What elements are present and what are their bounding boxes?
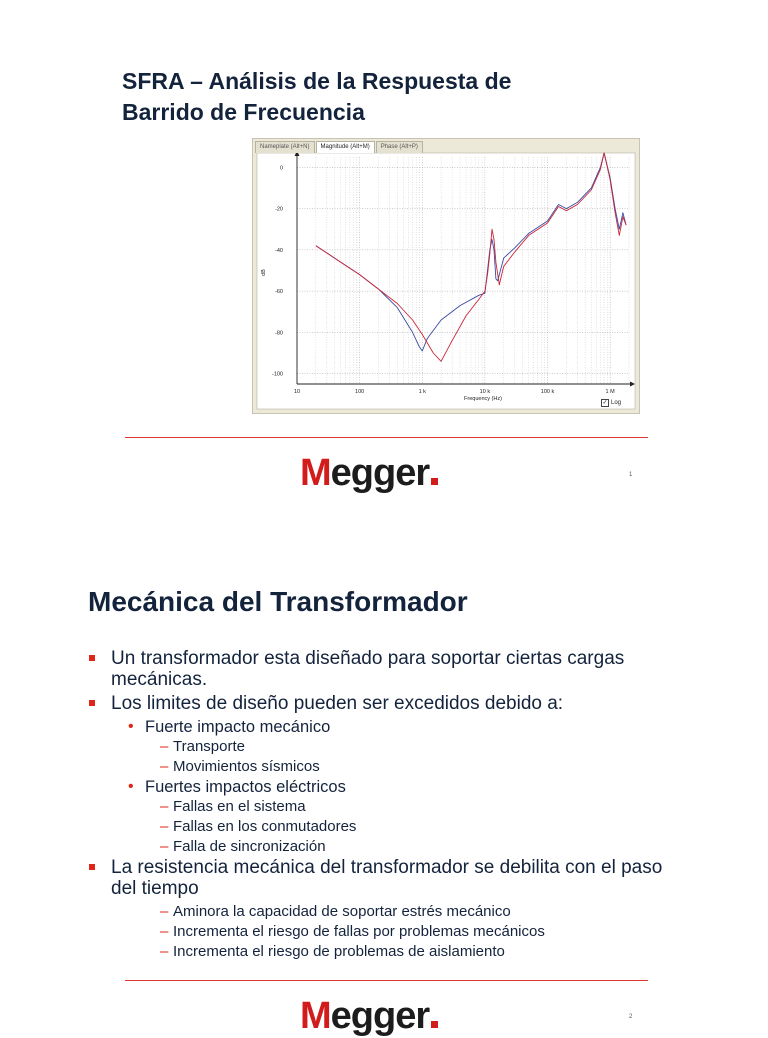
x-axis-label: Frequency (Hz) [464, 396, 502, 402]
logo-letter-m: M [300, 995, 331, 1037]
x-tick-label: 100 [355, 389, 365, 395]
page-number: 2 [629, 1014, 633, 1020]
checkbox-check-icon: ✓ [602, 400, 608, 406]
bullet-square-icon [89, 655, 95, 661]
bullet-dot-icon: • [128, 778, 134, 795]
list-item: Un transformador esta diseñado para soportar ciertas cargas mecánicas. [88, 648, 688, 690]
x-tick-label: 10 [293, 389, 301, 395]
y-tick-label: -60 [275, 289, 283, 296]
x-tick-label: 100 k [540, 389, 555, 395]
list-item: – Aminora la capacidad de soportar estrés mecánico [160, 903, 511, 920]
magnitude-chart [253, 139, 639, 413]
slide-2-title: Mecánica del Transformador [88, 586, 468, 617]
list-item: La resistencia mecánica del transformador se debilita con el paso del tiempo [88, 857, 688, 899]
registered-mark-icon [431, 1021, 438, 1028]
logo-letter-m: M [300, 452, 331, 494]
x-tick-label: 1 M [605, 389, 615, 395]
log-checkbox[interactable] [601, 399, 621, 407]
list-item: • Fuertes impactos eléctricos [128, 778, 346, 796]
tab-phase[interactable]: Phase (Alt+P) [376, 141, 423, 153]
title-line-1: SFRA – Análisis de la Respuesta de [122, 68, 512, 94]
logo-rest: egger [330, 452, 430, 494]
registered-mark-icon [431, 478, 438, 485]
bullet-dash-icon: – [160, 798, 169, 815]
bullet-dash-icon: – [160, 818, 169, 835]
list-item: – Fallas en los conmutadores [160, 818, 357, 835]
y-tick-label: -100 [271, 371, 283, 378]
tab-nameplate[interactable]: Nameplate (Alt+N) [255, 141, 315, 153]
list-item: – Incrementa el riesgo de problemas de aislamiento [160, 943, 505, 960]
bullet-dash-icon: – [160, 943, 169, 960]
list-item: • Fuerte impacto mecánico [128, 718, 331, 736]
bullet-list [88, 648, 688, 962]
slide-2 [0, 540, 768, 1037]
divider-line [125, 980, 648, 981]
y-tick-label: -40 [275, 247, 283, 254]
x-tick-label: 1 k [418, 389, 426, 395]
divider-line [125, 437, 648, 438]
tab-magnitude[interactable]: Magnitude (Alt+M) [316, 141, 375, 153]
title-line-2: Barrido de Frecuencia [122, 99, 365, 125]
x-tick-label: 10 k [479, 389, 491, 395]
y-tick-label: 0 [279, 165, 283, 172]
bullet-square-icon [89, 700, 95, 706]
bullet-dash-icon: – [160, 758, 169, 775]
list-item: – Fallas en el sistema [160, 798, 306, 815]
list-item: Los limites de diseño pueden ser excedidos debido a: [88, 693, 688, 714]
y-axis-label: dB [261, 269, 267, 276]
megger-logo [300, 995, 438, 1038]
bullet-dash-icon: – [160, 838, 169, 855]
megger-logo [300, 452, 438, 495]
page-number: 1 [629, 472, 633, 478]
bullet-dash-icon: – [160, 738, 169, 755]
slide-1-title [122, 66, 642, 128]
list-item: – Transporte [160, 738, 245, 755]
sfra-chart-window [252, 138, 640, 414]
log-label: Log [611, 400, 622, 406]
y-tick-label: -20 [275, 206, 283, 213]
y-tick-label: -80 [275, 330, 283, 337]
plot-background [257, 153, 635, 409]
logo-rest: egger [330, 995, 430, 1037]
bullet-dash-icon: – [160, 903, 169, 920]
list-item: – Movimientos sísmicos [160, 758, 320, 775]
chart-tabs [255, 141, 424, 153]
list-item: – Falla de sincronización [160, 838, 326, 855]
bullet-square-icon [89, 864, 95, 870]
bullet-dot-icon: • [128, 718, 134, 735]
bullet-dash-icon: – [160, 923, 169, 940]
list-item: – Incrementa el riesgo de fallas por problemas mecánicos [160, 923, 545, 940]
